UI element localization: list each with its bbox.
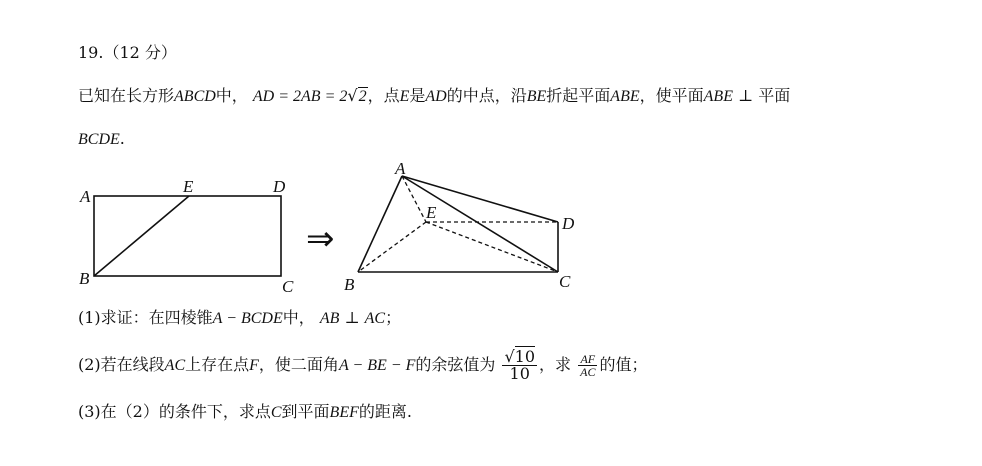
q1-text: ；: [385, 308, 402, 327]
q3-text: 到平面: [281, 402, 330, 421]
label-left-C: C: [282, 277, 294, 296]
q2-math: F: [249, 357, 259, 374]
stem-text: ，使平面: [639, 86, 704, 105]
q1-math: A − BCDE: [212, 310, 283, 327]
stem-equation: AD = 2AB = 2: [252, 88, 348, 105]
q2-text: 上存在点: [185, 355, 250, 374]
stem-math: E: [399, 88, 410, 105]
q2-text: ，使二面角: [258, 355, 339, 374]
stem-text: ，点: [367, 86, 400, 105]
question-number: 19.: [78, 43, 104, 62]
sqrt-expression: √2: [347, 86, 367, 105]
label-right-D: D: [562, 214, 575, 233]
q1-text: 中，: [282, 308, 315, 327]
stem-math: ABCD: [174, 88, 216, 105]
rectangle-figure: [94, 196, 281, 276]
stem-text: 中，: [215, 86, 248, 105]
stem-text: 折起平面: [546, 86, 611, 105]
stem-text: 已知在长方形: [78, 86, 175, 105]
label-left-E: E: [183, 177, 194, 196]
stem-math: ABE: [703, 88, 733, 105]
stem-text: 是: [409, 86, 426, 105]
stem-math: ABE: [610, 88, 640, 105]
sub-question-3: [78, 402, 412, 423]
stem-math: BE: [526, 88, 547, 105]
stem-text: .: [119, 129, 125, 148]
ratio-fraction: [578, 353, 597, 378]
sub-question-1: [78, 308, 401, 329]
cosine-radicand: 10: [514, 347, 536, 366]
ratio-numerator: AF: [578, 353, 597, 366]
q2-text: (2)若在线段: [78, 355, 165, 374]
sqrt-radicand: 2: [358, 88, 367, 105]
q2-text: 的余弦值为: [415, 355, 496, 374]
label-right-E: E: [426, 203, 437, 222]
implies-arrow: ⇒: [306, 219, 335, 259]
label-right-C: C: [559, 272, 571, 291]
q1-text: (1)求证：在四棱锥: [78, 308, 213, 327]
label-right-A: A: [395, 159, 406, 178]
cosine-denominator: 10: [509, 364, 530, 383]
label-left-D: D: [273, 177, 286, 196]
q2-math: A − BE − F: [338, 357, 416, 374]
stem-math: BCDE: [78, 131, 120, 148]
question-points: （12 分）: [103, 43, 177, 62]
pyramid-hidden-edges: [358, 176, 558, 272]
q1-math: AC: [364, 310, 386, 327]
q2-math: AC: [164, 357, 186, 374]
sub-question-2: [78, 345, 647, 386]
label-left-B: B: [79, 269, 90, 288]
q3-math: BEF: [329, 404, 359, 421]
label-left-A: A: [80, 187, 91, 206]
stem-text: 平面: [758, 86, 791, 105]
q2-text: ，求: [539, 355, 572, 374]
q3-math: C: [270, 404, 282, 421]
ratio-denominator: AC: [580, 365, 596, 379]
stem-text: 的中点，沿: [446, 86, 527, 105]
perp-symbol: ⊥: [339, 308, 365, 327]
q1-math: AB: [319, 310, 340, 327]
label-right-B: B: [344, 275, 355, 294]
pyramid-solid-edges: [358, 176, 558, 272]
perp-symbol: ⊥: [732, 86, 759, 105]
cosine-fraction: [502, 349, 537, 382]
stem-math: AD: [425, 88, 447, 105]
q3-text: 的距离.: [358, 402, 412, 421]
cosine-numerator: √10: [504, 347, 536, 366]
q2-text: 的值；: [599, 355, 648, 374]
q3-text: (3)在（2）的条件下，求点: [78, 402, 271, 421]
